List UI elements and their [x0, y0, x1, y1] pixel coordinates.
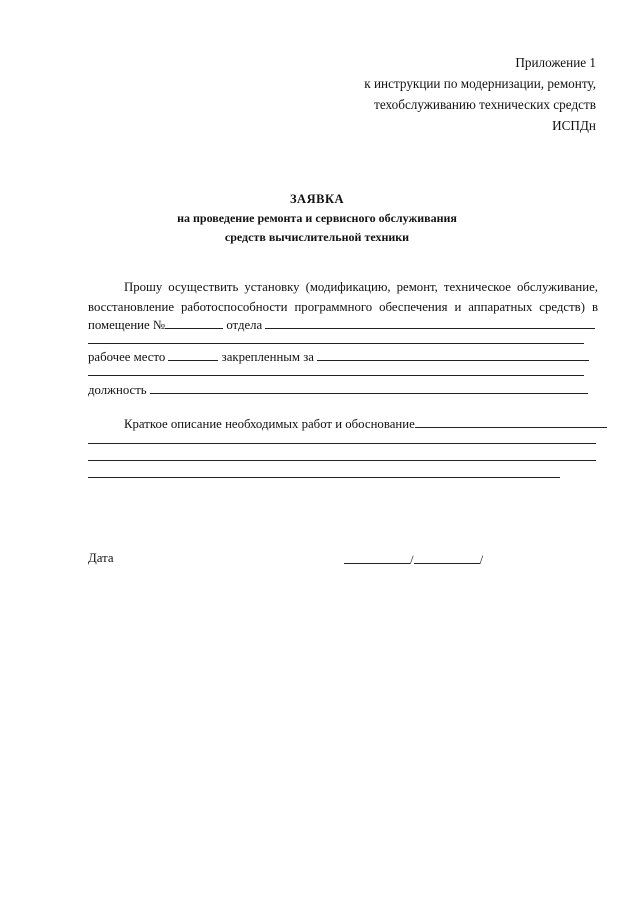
description-field[interactable] [415, 413, 607, 428]
title-main: ЗАЯВКА [289, 192, 345, 206]
date-separator-2: / [479, 553, 484, 567]
request-paragraph: Прошу осуществить установку (модификацию, ремонт, техническое обслуживание, восстановление работоспособности программного обеспечения и аппаратных средств) в [88, 280, 598, 314]
date-field-2[interactable] [414, 549, 480, 564]
description-line-3[interactable] [88, 460, 596, 461]
room-label: помещение № [88, 318, 166, 332]
date-separator-1: / [410, 553, 414, 567]
appendix-ref-line-1: к инструкции по модернизации, ремонту, [364, 76, 596, 91]
document-title [0, 190, 634, 247]
date-fields [344, 549, 483, 569]
position-field[interactable] [150, 379, 588, 394]
appendix-ref-line-2: техобслуживанию технических средств [374, 97, 596, 112]
date-field-1[interactable] [344, 549, 410, 564]
appendix-header [364, 52, 596, 136]
position-row [88, 379, 588, 399]
assigned-field-continuation[interactable] [88, 375, 584, 376]
description-line-2[interactable] [88, 443, 596, 444]
assigned-to-field[interactable] [317, 346, 589, 361]
description-label: Краткое описание необходимых работ и обоснование [124, 417, 415, 431]
title-subtitle-2: средств вычислительной техники [224, 230, 410, 244]
workplace-field[interactable] [168, 346, 218, 361]
description-line-4[interactable] [88, 477, 560, 478]
position-label: должность [88, 383, 147, 397]
workplace-row [88, 346, 589, 366]
workplace-label: рабочее место [88, 350, 166, 364]
appendix-ref-line-3: ИСПДн [552, 118, 596, 133]
appendix-number: Приложение 1 [515, 55, 596, 70]
department-label: отдела [226, 318, 263, 332]
description-row [124, 413, 607, 433]
department-field[interactable] [265, 314, 595, 329]
date-label: Дата [88, 551, 114, 565]
room-department-row [88, 314, 595, 334]
title-subtitle-1: на проведение ремонта и сервисного обслуживания [177, 211, 457, 225]
department-field-continuation[interactable] [88, 343, 584, 344]
assigned-label: закрепленным за [221, 350, 314, 364]
room-number-field[interactable] [165, 314, 223, 329]
